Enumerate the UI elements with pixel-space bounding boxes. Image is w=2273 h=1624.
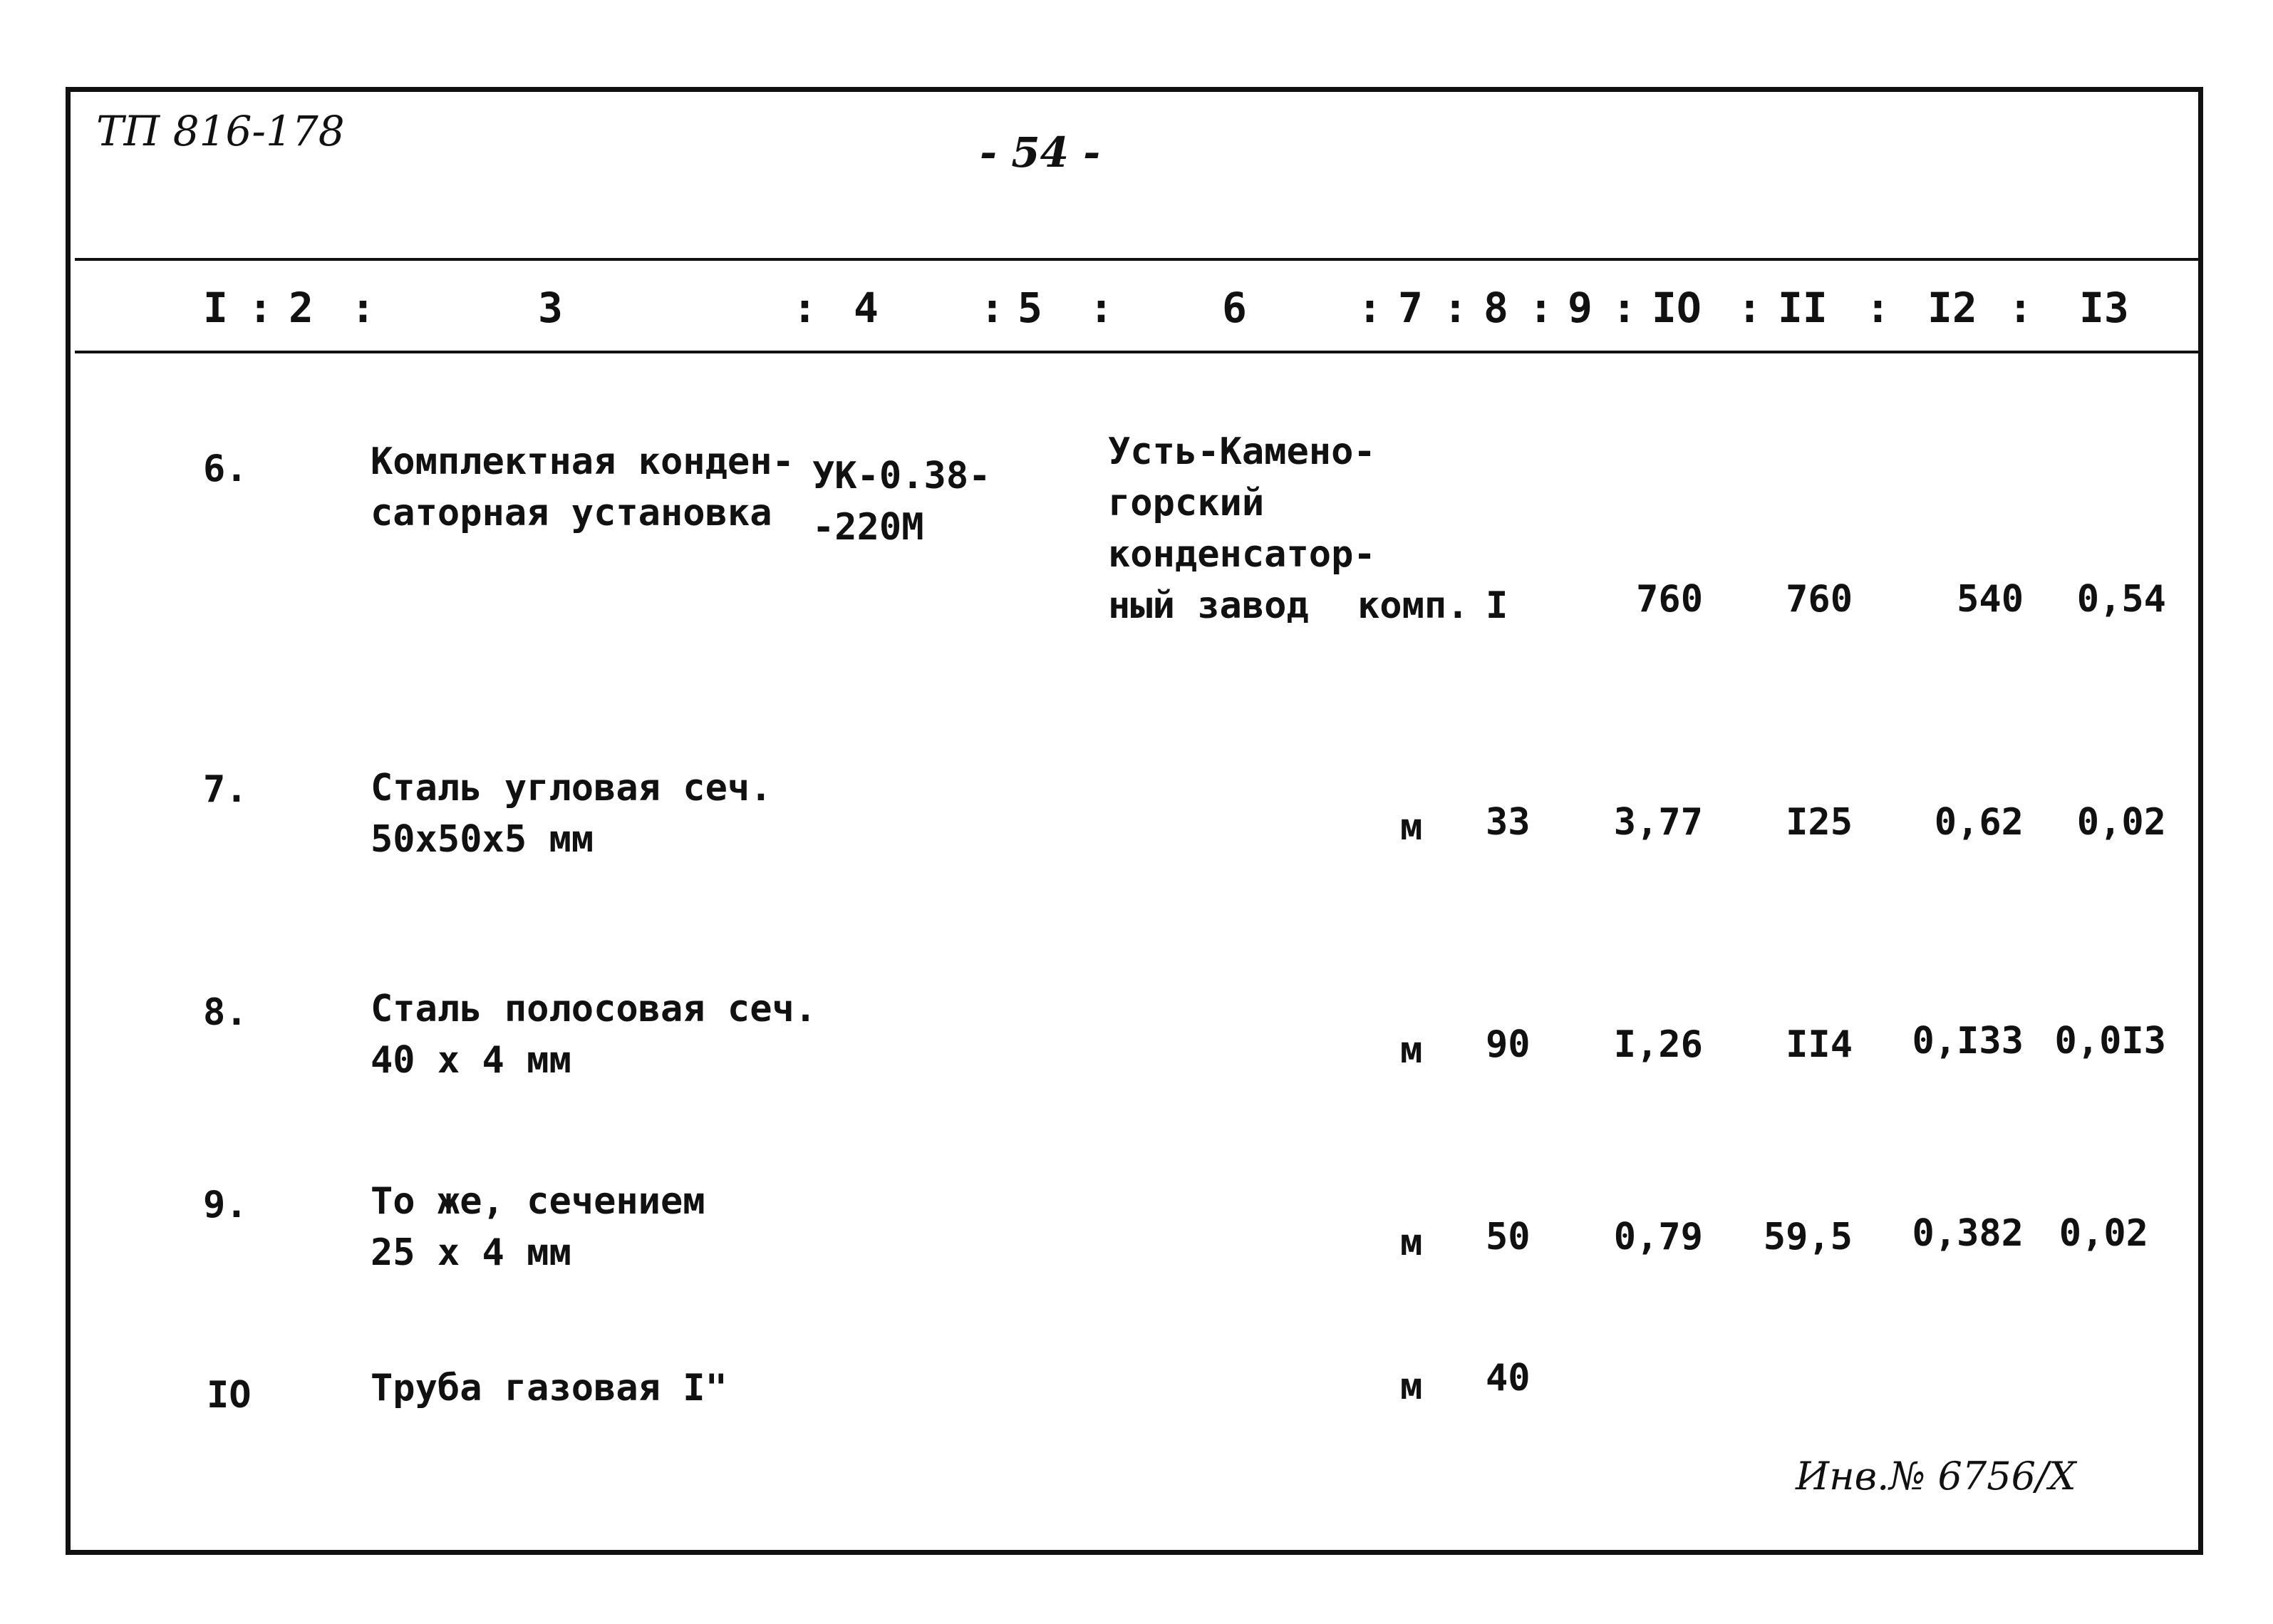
item-unit: м [1400,806,1423,849]
item-name: Комплектная конден- саторная установка [371,440,794,534]
item-col11: 59,5 [1763,1216,1853,1258]
col-sep: : [1612,284,1637,332]
item-col13: 0,54 [2076,578,2166,621]
col-header-13: I3 [2079,284,2129,332]
item-col12: 540 [1957,578,2024,621]
col-sep: : [1357,284,1382,332]
item-col13: 0,02 [2076,801,2166,844]
col-sep: : [980,284,1005,332]
row-number: 9. [203,1184,248,1226]
col-header-12: I2 [1927,284,1977,332]
col-header-10: IO [1652,284,1702,332]
col-header-8: 8 [1484,284,1508,332]
inventory-number: Инв.№ 6756/X [1796,1454,2076,1499]
item-col11: I25 [1786,801,1853,844]
doc-code: ТП 816-178 [96,107,345,155]
item-unit: м [1400,1029,1423,1072]
item-name: То же, сечением 25 х 4 мм [371,1180,705,1274]
item-col13: 0,02 [2059,1212,2148,1255]
item-maker: Усть-Камено- горский конденсатор- ный завод [1108,430,1376,627]
item-type: УК-0.38- -220М [812,455,991,549]
item-col12: 0,382 [1912,1212,2024,1255]
col-header-9: 9 [1568,284,1593,332]
col-sep: : [1737,284,1762,332]
item-col12: 0,62 [1934,801,2024,844]
item-name: Сталь угловая сеч. 50х50х5 мм [371,767,772,861]
item-col10: 3,77 [1613,801,1703,844]
item-name: Сталь полосовая сеч. 40 х 4 мм [371,988,817,1082]
col-sep: : [1528,284,1553,332]
col-header-6: 6 [1222,284,1247,332]
col-header-11: II [1778,284,1828,332]
col-header-2: 2 [289,284,314,332]
col-sep: : [248,284,273,332]
item-unit: м [1400,1221,1423,1264]
item-unit: комп. [1357,584,1469,627]
col-header-1: I [203,284,228,332]
col-header-7: 7 [1398,284,1423,332]
row-number: 8. [203,991,248,1034]
item-col12: 0,I33 [1912,1020,2024,1062]
item-col10: 760 [1636,578,1703,621]
item-quantity: 50 [1486,1216,1531,1258]
item-quantity: I [1486,584,1508,627]
item-quantity: 90 [1486,1023,1531,1066]
col-header-3: 3 [538,284,563,332]
item-col11: II4 [1786,1023,1853,1066]
item-quantity: 40 [1486,1357,1531,1400]
col-sep: : [1865,284,1890,332]
col-sep: : [351,284,376,332]
col-sep: : [2008,284,2033,332]
item-col13: 0,0I3 [2054,1020,2166,1062]
item-col10: I,26 [1613,1023,1703,1066]
col-header-5: 5 [1018,284,1042,332]
item-name: Труба газовая I" [371,1367,728,1410]
row-number: 7. [203,768,248,811]
row-number: IO [207,1374,252,1417]
header-top-rule [75,258,2202,261]
col-sep: : [792,284,817,332]
page-number: - 54 - [980,128,1101,177]
item-quantity: 33 [1486,801,1531,844]
col-sep: : [1443,284,1468,332]
col-header-4: 4 [854,284,879,332]
header-bottom-rule [75,351,2202,353]
item-col10: 0,79 [1613,1216,1703,1258]
col-sep: : [1089,284,1114,332]
row-number: 6. [203,448,248,490]
item-col11: 760 [1786,578,1853,621]
item-unit: м [1400,1365,1423,1408]
